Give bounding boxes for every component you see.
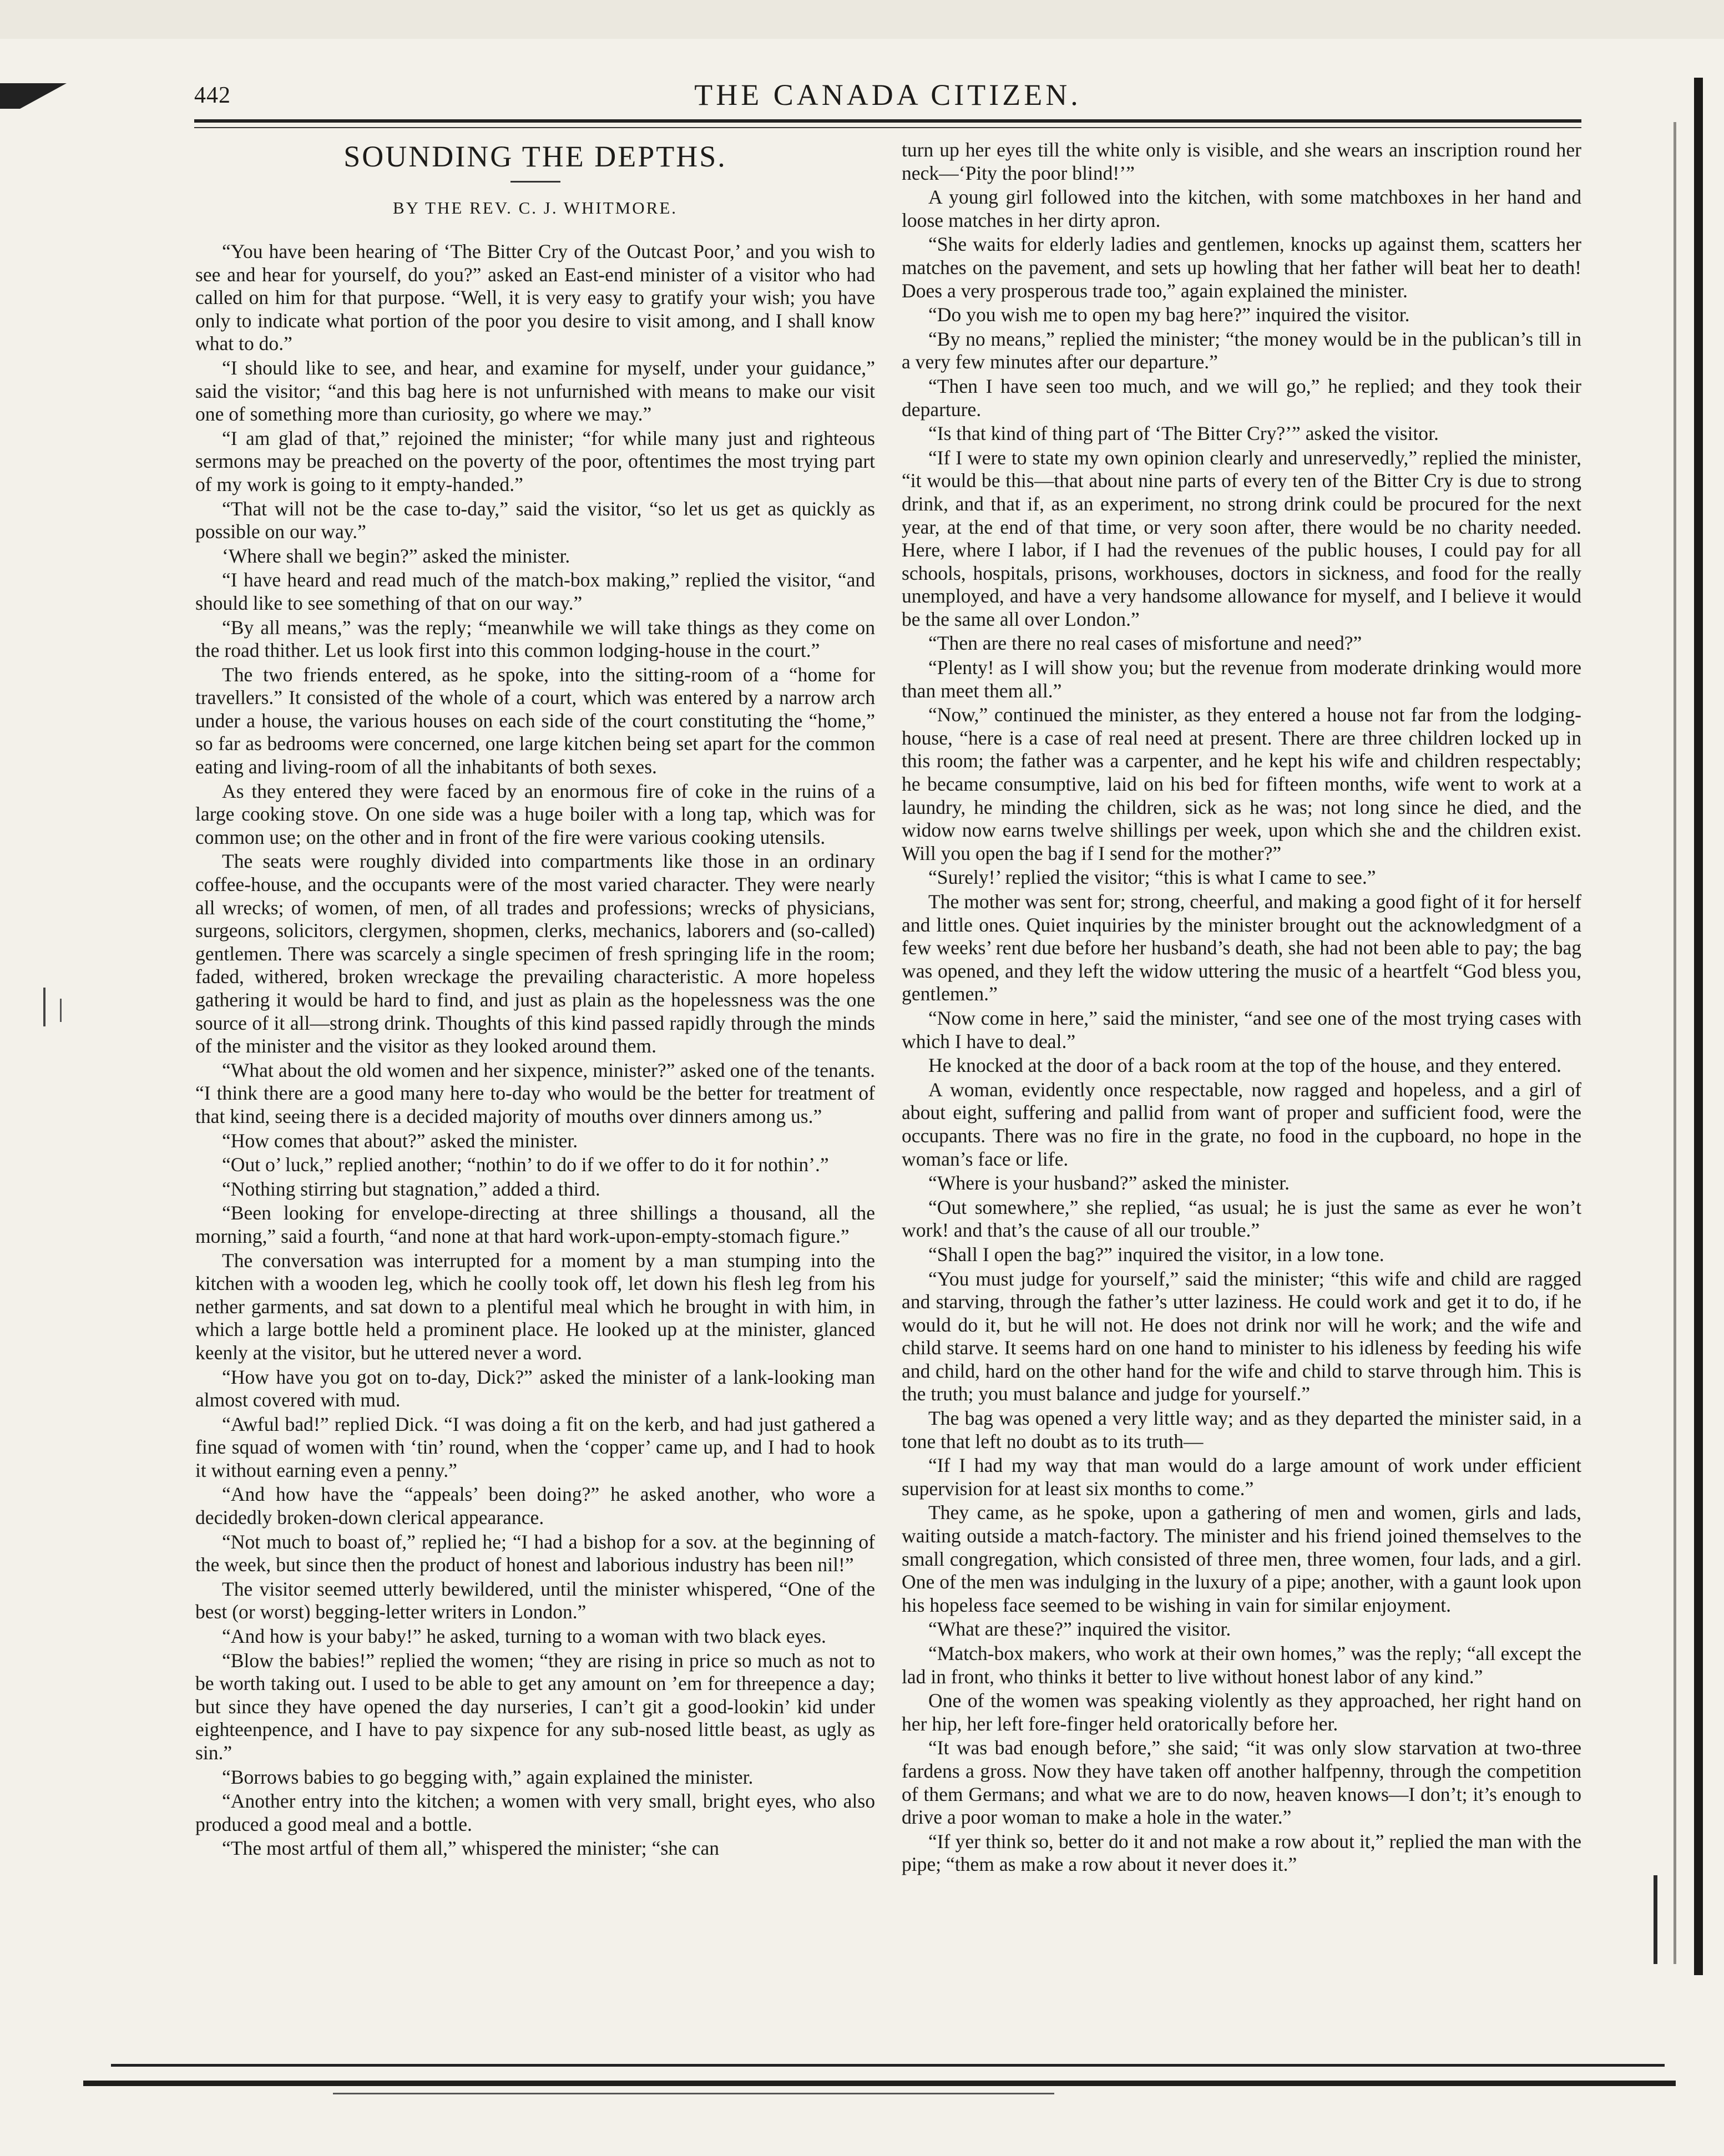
paragraph: “Awful bad!” replied Dick. “I was doing a fit on the kerb, and had just gathered a fine squad of women with ‘tin’ round, when the ‘copper’ came up, and I had to hook it without earning even a penny.” xyxy=(195,1413,875,1481)
page-header xyxy=(194,78,1581,122)
paragraph: “What are these?” inquired the visitor. xyxy=(928,1618,1231,1641)
margin-mark xyxy=(43,988,45,1026)
left-paragraphs xyxy=(195,240,875,1860)
paragraph: “How comes that about?” asked the minister. xyxy=(222,1129,578,1152)
torn-corner xyxy=(0,83,67,109)
margin-mark xyxy=(1654,1875,1657,1964)
paragraph: “Then I have seen too much, and we will go,” he replied; and they took their departure. xyxy=(902,374,1581,421)
paragraph: The two friends entered, as he spoke, into the sitting-room of a “home for travellers.” It consisted of the whole of a court, which was entered by a narrow arch under a house, the various houses on each side of the court constituting the “home,” so far as bedrooms were concerned, one large kitchen being set apart for the common eating and living-room of all the inhabitants of both sexes. xyxy=(195,663,875,778)
footer-rule-thin xyxy=(333,2093,1054,2094)
paragraph: A young girl followed into the kitchen, with some matchboxes in her hand and loose matches in her dirty apron. xyxy=(902,186,1581,231)
paragraph: “If I had my way that man would do a large amount of work under efficient supervision for at least six months to come.” xyxy=(902,1454,1581,1500)
left-column xyxy=(195,139,875,1981)
journal-title: THE CANADA CITIZEN. xyxy=(694,78,1081,112)
paragraph: They came, as he spoke, upon a gathering of men and women, girls and lads, waiting outside a match-factory. The minister and his friend joined themselves to the small congregation, which consisted of three men, three women, four lads, and a girl. One of the men was indulging in the luxury of a pipe; another, with a gaunt look upon his hopeless face seemed to be wishing in vain for similar enjoyment. xyxy=(902,1501,1581,1616)
header-rule xyxy=(194,119,1581,123)
paragraph: ‘Where shall we begin?” asked the minister. xyxy=(222,544,570,567)
paragraph: “Not much to boast of,” replied he; “I had a bishop for a sov. at the beginning of the week, but since then the product of honest and laborious industry has been nil!” xyxy=(195,1530,875,1576)
paragraph: “Out somewhere,” she replied, “as usual; he is just the same as ever he won’t work! and that’s the cause of all our trouble.” xyxy=(902,1196,1581,1242)
paragraph: “How have you got on to-day, Dick?” asked the minister of a lank-looking man almost covered with mud. xyxy=(195,1365,875,1411)
footer-rule-thick xyxy=(83,2081,1676,2086)
paragraph: The bag was opened a very little way; and as they departed the minister said, in a tone that left no doubt as to its truth— xyxy=(902,1407,1581,1452)
paragraph: “The most artful of them all,” whispered the minister; “she can xyxy=(222,1837,720,1860)
article-title: SOUNDING THE DEPTHS. xyxy=(343,140,727,173)
paragraph: As they entered they were faced by an enormous fire of coke in the ruins of a large cooking stove. On one side was a huge boiler with a long tap, which was for common use; on the other and in front of the fire were various cooking utensils. xyxy=(195,780,875,848)
paragraph: The mother was sent for; strong, cheerful, and making a good fight of it for herself and little ones. Quiet inquiries by the minister brought out the acknowledgment of a few weeks’ rent due before her husband’s death, she had not been able to pay; the bag was opened, and they left the widow uttering the music of a heartfelt “God bless you, gentlemen.” xyxy=(902,890,1581,1005)
paragraph: “And how have the “appeals’ been doing?” he asked another, who wore a decidedly broken-down clerical appearance. xyxy=(195,1483,875,1529)
paragraph: “What about the old women and her sixpence, minister?” asked one of the tenants. “I think there are a good many here to-day who would be the better for treatment of that kind, seeing there is a decided majority of mouths over dinners among us.” xyxy=(195,1059,875,1127)
paragraph: One of the women was speaking violently as they approached, her right hand on her hip, her left fore-finger held oratorically before her. xyxy=(902,1689,1581,1735)
paragraph: The visitor seemed utterly bewildered, until the minister whispered, “One of the best (or worst) begging-letter writers in London.” xyxy=(195,1577,875,1623)
page-top-edge xyxy=(0,0,1724,39)
paragraph: “I have heard and read much of the match-box making,” replied the visitor, “and should like to see something of that on our way.” xyxy=(195,569,875,614)
paragraph: “Then are there no real cases of misfortune and need?” xyxy=(928,632,1362,655)
paragraph: “Nothing stirring but stagnation,” added a third. xyxy=(222,1177,600,1200)
paragraph: “You have been hearing of ‘The Bitter Cry of the Outcast Poor,’ and you wish to see and hear for yourself, do you?” asked an East-end minister of a visitor who had called on him for that purpose. “Well, it is very easy to gratify your wish; you have only to indicate what portion of the poor you desire to visit among, and I shall know what to do.” xyxy=(195,240,875,355)
paragraph: “Match-box makers, who work at their own homes,” was the reply; “all except the lad in front, who thinks it better to live without honest labor of any kind.” xyxy=(902,1642,1581,1688)
article-byline: BY THE REV. C. J. WHITMORE. xyxy=(392,198,678,217)
paragraph: “She waits for elderly ladies and gentlemen, knocks up against them, scatters her matches on the pavement, and sets up howling that her father will beat her to death! Does a very prosperous trade too,” again explained the minister. xyxy=(902,233,1581,302)
paragraph: He knocked at the door of a back room at the top of the house, and they entered. xyxy=(928,1054,1562,1077)
paragraph: “And how is your baby!” he asked, turning to a woman with two black eyes. xyxy=(222,1625,826,1648)
paragraph: “If yer think so, better do it and not make a row about it,” replied the man with the pipe; “them as make a row about it never does it.” xyxy=(902,1830,1581,1876)
paragraph: “Blow the babies!” replied the women; “they are rising in price so much as not to be worth taking out. I used to be able to get any amount on ’em for threepence a day; but since they have opened the day nurseries, I can’t git a good-lookin’ kid under eighteenpence, and I have to pay sixpence for any sub-nosed little beast, as ugly as sin.” xyxy=(195,1649,875,1764)
binding-spine xyxy=(1694,78,1703,1975)
paragraph: “By all means,” was the reply; “meanwhile we will take things as they come on the road thither. Let us look first into this common lodging-house in the court.” xyxy=(195,616,875,662)
title-rule xyxy=(510,181,560,183)
paragraph: A woman, evidently once respectable, now ragged and hopeless, and a girl of about eight, suffering and pallid from want of proper and sufficient food, were the occupants. There was no fire in the grate, no food in the cupboard, no hope in the woman’s face or life. xyxy=(902,1078,1581,1170)
margin-mark xyxy=(60,999,62,1022)
paragraph: “Now,” continued the minister, as they entered a house not far from the lodging-house, “here is a case of real need at present. There are three children locked up in this room; the father was a carpenter, and he kept his wife and children respectably; he became consumptive, laid on his bed for fifteen months, wife went to work at a laundry, he minding the children, sick as he was; not long since he died, and the widow now earns twelve shillings per week, upon which she and the children exist. Will you open the bag if I send for the mother?” xyxy=(902,704,1581,864)
paragraph: turn up her eyes till the white only is visible, and she wears an inscription round her neck—‘Pity the poor blind!’” xyxy=(902,139,1581,184)
page-number: 442 xyxy=(194,83,231,108)
paragraph: “Shall I open the bag?” inquired the visitor, in a low tone. xyxy=(928,1243,1384,1266)
paragraph: “Out o’ luck,” replied another; “nothin’ to do if we offer to do it for nothin’.” xyxy=(222,1153,829,1176)
paragraph: “Another entry into the kitchen; a women with very small, bright eyes, who also produced a good meal and a bottle. xyxy=(195,1790,875,1835)
paragraph: “Is that kind of thing part of ‘The Bitter Cry?’” asked the visitor. xyxy=(928,422,1439,445)
paragraph: The conversation was interrupted for a moment by a man stumping into the kitchen with a wooden leg, which he coolly took off, let down his flesh leg from his nether garments, and sat down to a plentiful meal which he brought in with him, in which a large bottle held a prominent place. He looked up at the minister, glanced keenly at the visitor, but he uttered never a word. xyxy=(195,1249,875,1364)
paragraph: “That will not be the case to-day,” said the visitor, “so let us get as quickly as possible on our way.” xyxy=(195,497,875,543)
paragraph: “I am glad of that,” rejoined the minister; “for while many just and righteous sermons may be preached on the poverty of the poor, oftentimes the most trying part of my work is going to it empty-handed.” xyxy=(195,427,875,495)
right-column xyxy=(902,139,1581,1981)
paragraph: “You must judge for yourself,” said the minister; “this wife and child are ragged and starving, through the father’s utter laziness. He could work and get it to do, if he would do it, but he will not. He does not drink nor will he work; and the wife and child starve. It seems hard on one hand to minister to his idleness by feeding his wife and child, hard on the other hand for the wife and child to starve through him. This is the truth; you must balance and judge for yourself.” xyxy=(902,1267,1581,1405)
paragraph: “Borrows babies to go begging with,” again explained the minister. xyxy=(222,1765,754,1788)
paragraph: “It was bad enough before,” she said; “it was only slow starvation at two-three fardens a gross. Now they have taken off another halfpenny, through the competition of them Germans; and what we are to do now, heaven knows—I don’t; it’s enough to drive a poor woman to make a hole in the water.” xyxy=(902,1737,1581,1829)
paragraph: “I should like to see, and hear, and examine for myself, under your guidance,” said the visitor; “and this bag here is not unfurnished with means to make our visit one of something more than curiosity, go where we may.” xyxy=(195,356,875,426)
header-rule-thin xyxy=(194,127,1581,128)
paragraph: “Do you wish me to open my bag here?” inquired the visitor. xyxy=(928,303,1410,326)
right-paragraphs xyxy=(902,139,1581,1876)
footer-rule xyxy=(111,2064,1665,2067)
paragraph: “Plenty! as I will show you; but the revenue from moderate drinking would more than meet them all.” xyxy=(902,656,1581,702)
binding-shadow xyxy=(1674,122,1676,1964)
paragraph: The seats were roughly divided into compartments like those in an ordinary coffee-house, and the occupants were of the most varied character. They were nearly all wrecks; of women, of men, of all trades and professions; wrecks of physicians, surgeons, solicitors, clergymen, shopmen, clerks, mechanics, laborers and (so-called) gentlemen. There was scarcely a single specimen of fresh springing life in the room; faded, withered, broken wreckage the prevailing characteristic. A more hopeless gathering it would be hard to find, and just as plain as the hopelessness was the one source of it all—strong drink. Thoughts of this kind passed rapidly through the minds of the minister and the visitor as they looked around them. xyxy=(195,850,875,1057)
paragraph: “Been looking for envelope-directing at three shillings a thousand, all the morning,” said a fourth, “and none at that hard work-upon-empty-stomach figure.” xyxy=(195,1202,875,1247)
paragraph: “Where is your husband?” asked the minister. xyxy=(928,1172,1290,1195)
paragraph: “Now come in here,” said the minister, “and see one of the most trying cases with which I have to deal.” xyxy=(902,1006,1581,1052)
paragraph: “Surely!’ replied the visitor; “this is what I came to see.” xyxy=(928,866,1376,889)
paragraph: “If I were to state my own opinion clearly and unreservedly,” replied the minister, “it would be this—that about nine parts of every ten of the Bitter Cry is due to strong drink, and that if, as an experiment, no strong drink could be procured for the next year, at the end of that time, or very soon after, there would be no charity needed. Here, where I labor, if I had the revenues of the public houses, I could pay for all schools, hospitals, prisons, workhouses, doctors in sickness, and food for the really unemployed, and have a very handsome allowance for myself, and I believe it would be the same all over London.” xyxy=(902,446,1581,630)
paragraph: “By no means,” replied the minister; “the money would be in the publican’s till in a very few minutes after our departure.” xyxy=(902,327,1581,373)
